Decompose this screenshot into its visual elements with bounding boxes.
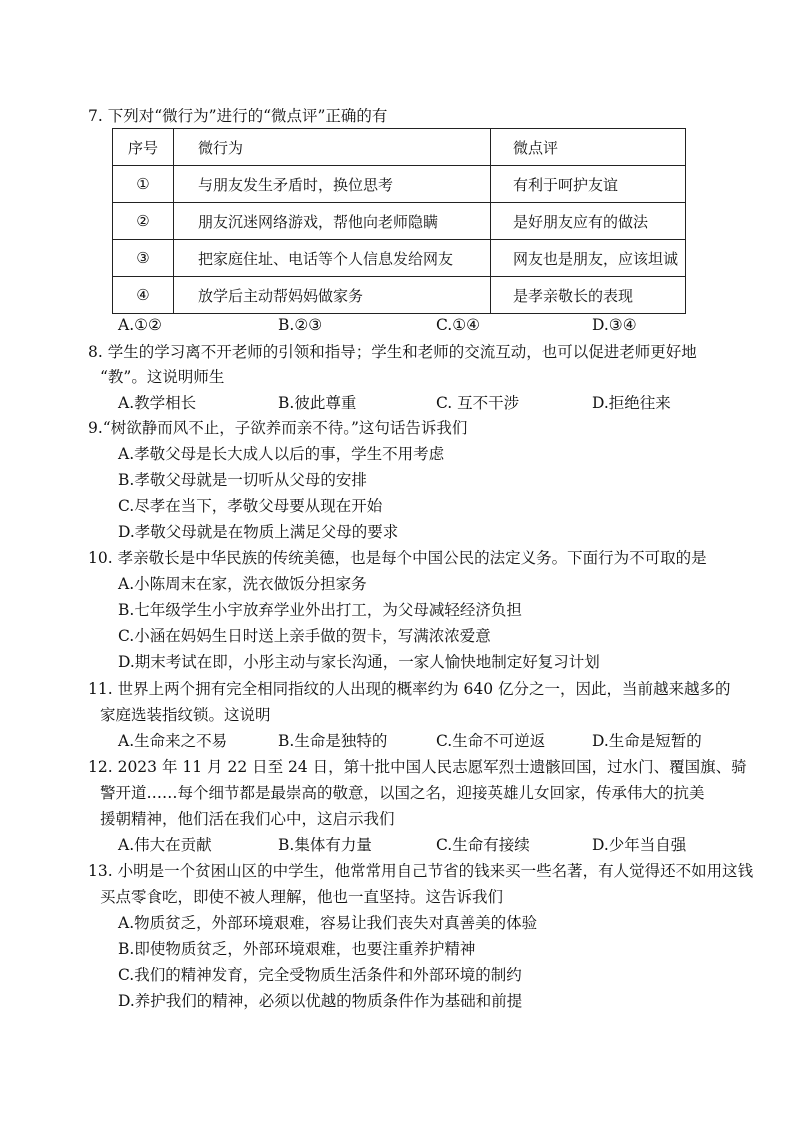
header-num: 序号 xyxy=(113,129,174,166)
q11-option-a[interactable]: A.生命来之不易 xyxy=(118,732,228,750)
row-behavior: 朋友沉迷网络游戏，帮他向老师隐瞒 xyxy=(174,203,491,240)
q11-option-b[interactable]: B.生命是独特的 xyxy=(278,732,388,750)
q7-stem: 7. 下列对“微行为”进行的“微点评”正确的有 xyxy=(88,107,388,125)
q7-table xyxy=(112,128,686,314)
row-num: ④ xyxy=(113,277,174,314)
q8-option-a[interactable]: A.教学相长 xyxy=(118,394,197,412)
row-comment: 网友也是朋友，应该坦诚 xyxy=(491,240,686,277)
q13-option-c[interactable]: C.我们的精神发育，完全受物质生活条件和外部环境的制约 xyxy=(118,966,522,984)
q12-stem-line1: 12. 2023 年 11 月 22 日至 24 日，第十批中国人民志愿军烈士遗骸回国，过水门、覆国旗、骑 xyxy=(88,758,747,776)
q9-option-d[interactable]: D.孝敬父母就是在物质上满足父母的要求 xyxy=(118,523,399,541)
q13-option-d[interactable]: D.养护我们的精神，必须以优越的物质条件作为基础和前提 xyxy=(118,992,523,1010)
row-behavior: 放学后主动帮妈妈做家务 xyxy=(174,277,491,314)
row-num: ③ xyxy=(113,240,174,277)
table-row xyxy=(113,166,686,203)
row-comment: 有利于呵护友谊 xyxy=(491,166,686,203)
header-behavior: 微行为 xyxy=(174,129,491,166)
q10-stem: 10. 孝亲敬长是中华民族的传统美德，也是每个中国公民的法定义务。下面行为不可取的是 xyxy=(88,549,707,567)
q12-stem-line3: 援朝精神，他们活在我们心中，这启示我们 xyxy=(100,810,395,828)
row-num: ② xyxy=(113,203,174,240)
q9-option-a[interactable]: A.孝敬父母是长大成人以后的事，学生不用考虑 xyxy=(118,445,445,463)
row-num: ① xyxy=(113,166,174,203)
q12-option-d[interactable]: D.少年当自强 xyxy=(592,836,687,854)
q9-stem: 9.“树欲静而风不止，子欲养而亲不待。”这句话告诉我们 xyxy=(88,419,468,437)
q8-stem-line2: “教”。这说明师生 xyxy=(100,368,225,386)
q7-option-d[interactable]: D.③④ xyxy=(592,316,637,334)
q11-option-d[interactable]: D.生命是短暂的 xyxy=(592,732,702,750)
q9-option-c[interactable]: C.尽孝在当下，孝敬父母要从现在开始 xyxy=(118,497,383,515)
row-behavior: 把家庭住址、电话等个人信息发给网友 xyxy=(174,240,491,277)
table-row xyxy=(113,203,686,240)
q12-stem-line2: 警开道……每个细节都是最崇高的敬意，以国之名，迎接英雄儿女回家，传承伟大的抗美 xyxy=(100,784,705,802)
q13-stem-line2: 买点零食吃，即使不被人理解，他也一直坚持。这告诉我们 xyxy=(100,888,504,906)
q7-option-a[interactable]: A.①② xyxy=(118,316,162,334)
q13-stem-line1: 13. 小明是一个贫困山区的中学生，他常常用自己节省的钱来买一些名著，有人觉得还不如用这钱 xyxy=(88,862,754,880)
row-behavior: 与朋友发生矛盾时，换位思考 xyxy=(174,166,491,203)
q8-option-c[interactable]: C. 互不干涉 xyxy=(436,394,520,412)
q11-stem-line1: 11. 世界上两个拥有完全相同指纹的人出现的概率约为 640 亿分之一，因此，当前越来越多的 xyxy=(88,680,731,698)
q7-option-c[interactable]: C.①④ xyxy=(436,316,481,334)
row-comment: 是孝亲敬长的表现 xyxy=(491,277,686,314)
table-row xyxy=(113,240,686,277)
q13-option-b[interactable]: B.即使物质贫乏，外部环境艰难，也要注重养护精神 xyxy=(118,940,476,958)
q9-option-b[interactable]: B.孝敬父母就是一切听从父母的安排 xyxy=(118,471,367,489)
q10-option-d[interactable]: D.期末考试在即，小彤主动与家长沟通，一家人愉快地制定好复习计划 xyxy=(118,653,600,671)
q8-option-d[interactable]: D.拒绝往来 xyxy=(592,394,671,412)
q11-option-c[interactable]: C.生命不可逆返 xyxy=(436,732,546,750)
table-header-row xyxy=(113,129,686,166)
q8-option-b[interactable]: B.彼此尊重 xyxy=(278,394,357,412)
table-row xyxy=(113,277,686,314)
q12-option-b[interactable]: B.集体有力量 xyxy=(278,836,372,854)
q10-option-b[interactable]: B.七年级学生小宇放弃学业外出打工，为父母减轻经济负担 xyxy=(118,601,522,619)
row-comment: 是好朋友应有的做法 xyxy=(491,203,686,240)
q8-stem-line1: 8. 学生的学习离不开老师的引领和指导；学生和老师的交流互动，也可以促进老师更好地 xyxy=(88,343,697,361)
q11-stem-line2: 家庭选装指纹锁。这说明 xyxy=(100,706,271,724)
q12-option-c[interactable]: C.生命有接续 xyxy=(436,836,530,854)
q10-option-c[interactable]: C.小涵在妈妈生日时送上亲手做的贺卡，写满浓浓爱意 xyxy=(118,627,491,645)
q13-option-a[interactable]: A.物质贫乏，外部环境艰难，容易让我们丧失对真善美的体验 xyxy=(118,914,538,932)
header-comment: 微点评 xyxy=(491,129,686,166)
q12-option-a[interactable]: A.伟大在贡献 xyxy=(118,836,212,854)
q10-option-a[interactable]: A.小陈周末在家，洗衣做饭分担家务 xyxy=(118,575,367,593)
q7-option-b[interactable]: B.②③ xyxy=(278,316,323,334)
